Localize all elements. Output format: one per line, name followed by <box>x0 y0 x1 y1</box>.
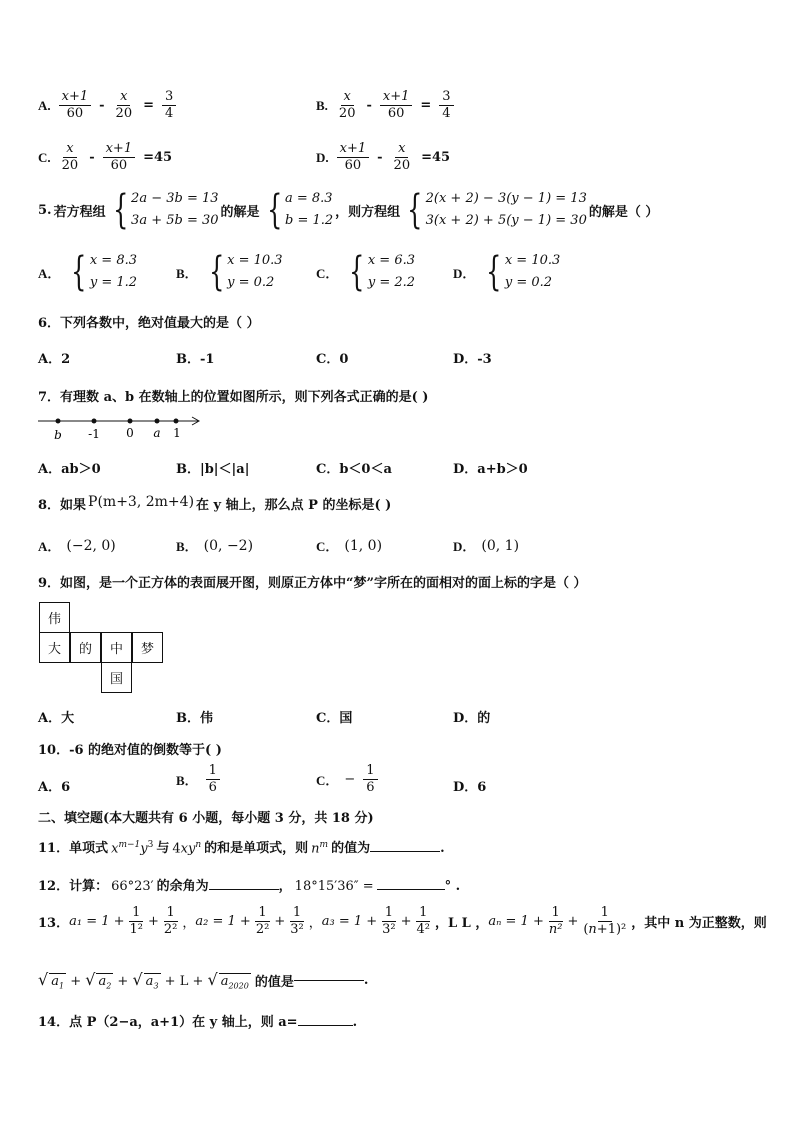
q10-option-c: C． − $\frac{1}{6}$ <box>316 764 380 795</box>
q7-option-c: C．b＜0＜a <box>316 462 392 477</box>
q9-option-c: C．国 <box>316 711 353 726</box>
q6-option-a: A．2 <box>38 352 71 367</box>
q9-option-a: A．大 <box>38 711 75 726</box>
equation-system: { a = 8.3 b = 1.2 <box>266 187 334 233</box>
q13-sum-line: √ $a_1$ + √ $a_2$ + √ $a_3 + L$ + √ $a_{2020}$ 的值是 . <box>38 970 369 991</box>
q10-option-a: A．6 <box>38 780 71 795</box>
answer-blank[interactable] <box>298 1025 353 1026</box>
q6-option-d: D．-3 <box>453 352 492 367</box>
q6-option-c: C．0 <box>316 352 349 367</box>
q14-stem: 14．点 P（2−a，a+1）在 y 轴上，则 a= . <box>38 1015 358 1030</box>
fraction: $\frac{x}{20}$ <box>115 89 133 121</box>
q7-option-a: A．ab＞0 <box>38 462 101 477</box>
net-cell-wei: 伟 <box>39 602 70 633</box>
section-heading: 二、填空题(本大题共有 6 小题，每小题 3 分，共 18 分) <box>38 811 374 826</box>
q8-option-c: C． (1, 0) <box>316 537 383 554</box>
q5-option-d: D． { x = 10.3 y = 0.2 <box>453 249 561 295</box>
point-zero <box>128 419 133 424</box>
fraction: $\frac{1}{6}$ <box>206 764 220 795</box>
point-b <box>56 419 61 424</box>
fraction: $\frac{x}{20}$ <box>393 141 411 173</box>
q10-option-d: D．6 <box>453 780 487 795</box>
fraction: $\frac{1}{6}$ <box>363 764 377 795</box>
q5-stem: 5. 若方程组 { 2a − 3b = 13 3a + 5b = 30 的解是 { a = 8.3 b = 1.2 ，则方程组 { 2(x + 2) − 3(y − 1) = 13 3(x + 2) + 5(y − 1) = 30 的解是（ ） <box>38 187 659 233</box>
net-cell-meng: 梦 <box>132 632 163 663</box>
q5-option-c: C． { x = 6.3 y = 2.2 <box>316 249 416 295</box>
label-zero: 0 <box>126 426 134 440</box>
q6-option-b: B．-1 <box>176 352 215 367</box>
fraction: $\frac{x+1}{60}$ <box>59 90 92 121</box>
q9-option-b: B．伟 <box>176 711 213 726</box>
point-a <box>155 419 160 424</box>
label-one: 1 <box>173 426 181 440</box>
q10-stem: 10．-6 的绝对值的倒数等于( ) <box>38 743 222 758</box>
q13-stem: 13． a₁ = 1 + $\frac{1}{\text{1²}}$ + $\frac{1}{\text{2²}}$ ， a₂ = 1 + $\frac{1}{\text{2²}}$ + $\frac{1}{\text{3²}}$ ， a₃ = 1 + $\frac{1}{\text{3²}}$ + $\frac{1}{\text{4²}}$ ，L L ， aₙ = 1 + $\frac{1}{\text{n²}}$ + $\frac{1}{\text{(n+1)²}}$ ，其中 n 为正整数，则 <box>38 905 767 937</box>
label-minus-one: -1 <box>88 427 100 441</box>
q5-option-b: B． { x = 10.3 y = 0.2 <box>176 249 283 295</box>
q7-option-b: B．|b|＜|a| <box>176 462 250 477</box>
q4-option-a: A. $\frac{x+1}{60}$ - $\frac{x}{20}$ = $\frac{3}{4}$ <box>38 90 178 121</box>
number-line-figure <box>36 412 206 444</box>
answer-blank[interactable] <box>294 980 364 981</box>
equation-system: { 2(x + 2) − 3(y − 1) = 13 3(x + 2) + 5(y − 1) = 30 <box>407 187 587 233</box>
point-expression: P(m+3, 2m+4) <box>88 494 195 510</box>
expression-n-m: $n^m$ <box>311 839 329 856</box>
fraction: $\frac{3}{4}$ <box>162 90 176 121</box>
sqrt-sum: √ $a_1$ + √ $a_2$ + √ $a_3 + L$ + √ $a_{2020}$ <box>38 970 249 991</box>
net-cell-zhong: 中 <box>101 632 132 663</box>
q8-option-a: A． (−2, 0) <box>38 537 116 554</box>
q8-stem: 8．如果 P(m+3, 2m+4) 在 y 轴上，那么点 P 的坐标是( ) <box>38 494 392 513</box>
q12-stem: 12．计算： 66°23′ 的余角为 ， 18°15′36″ = ° . <box>38 879 461 894</box>
q8-option-d: D． (0, 1) <box>453 537 520 554</box>
label-b: b <box>54 428 62 442</box>
answer-blank[interactable] <box>377 889 445 890</box>
q4-option-d: D. $\frac{x+1}{60}$ - $\frac{x}{20}$ =45 <box>316 141 451 173</box>
point-minus-one <box>92 419 97 424</box>
point-one <box>174 419 179 424</box>
q10-option-b: B． $\frac{1}{6}$ <box>176 764 222 795</box>
q8-option-b: B． (0, −2) <box>176 537 254 554</box>
monomial-1: $x^{m-1}y^3$ <box>111 839 154 856</box>
q7-stem: 7．有理数 a、b 在数轴上的位置如图所示，则下列各式正确的是( ) <box>38 390 429 405</box>
answer-blank[interactable] <box>370 851 440 852</box>
answer-blank[interactable] <box>209 889 279 890</box>
fraction: $\frac{x+1}{60}$ <box>103 142 136 173</box>
q6-stem: 6．下列各数中，绝对值最大的是（ ） <box>38 316 260 331</box>
q4-option-c: C. $\frac{x}{20}$ - $\frac{x+1}{60}$ =45 <box>38 141 173 173</box>
net-cell-guo: 国 <box>101 662 132 693</box>
q11-stem: 11．单项式 $x^{m-1}y^3$ 与 $4xy^n$ 的和是单项式，则 $n^m$ 的值为 . <box>38 839 445 856</box>
fraction: $\frac{x+1}{60}$ <box>380 90 413 121</box>
fraction: $\frac{x}{20}$ <box>61 141 79 173</box>
monomial-2: $4xy^n$ <box>172 839 202 856</box>
fraction: $\frac{3}{4}$ <box>439 90 453 121</box>
q5-option-a: A． { x = 8.3 y = 1.2 <box>38 249 138 295</box>
fraction: $\frac{x}{20}$ <box>338 89 356 121</box>
q9-stem: 9．如图，是一个正方体的表面展开图，则原正方体中“梦”字所在的面相对的面上标的字是（ ） <box>38 576 587 591</box>
net-cell-de: 的 <box>70 632 101 663</box>
q9-option-d: D．的 <box>453 711 491 726</box>
q4-option-b: B. $\frac{x}{20}$ - $\frac{x+1}{60}$ = $\frac{3}{4}$ <box>316 90 456 121</box>
label-a: a <box>153 426 161 440</box>
net-cell-da: 大 <box>39 632 70 663</box>
q7-option-d: D．a+b＞0 <box>453 462 528 477</box>
equation-system: { 2a − 3b = 13 3a + 5b = 30 <box>112 187 219 233</box>
fraction: $\frac{x+1}{60}$ <box>337 142 370 173</box>
